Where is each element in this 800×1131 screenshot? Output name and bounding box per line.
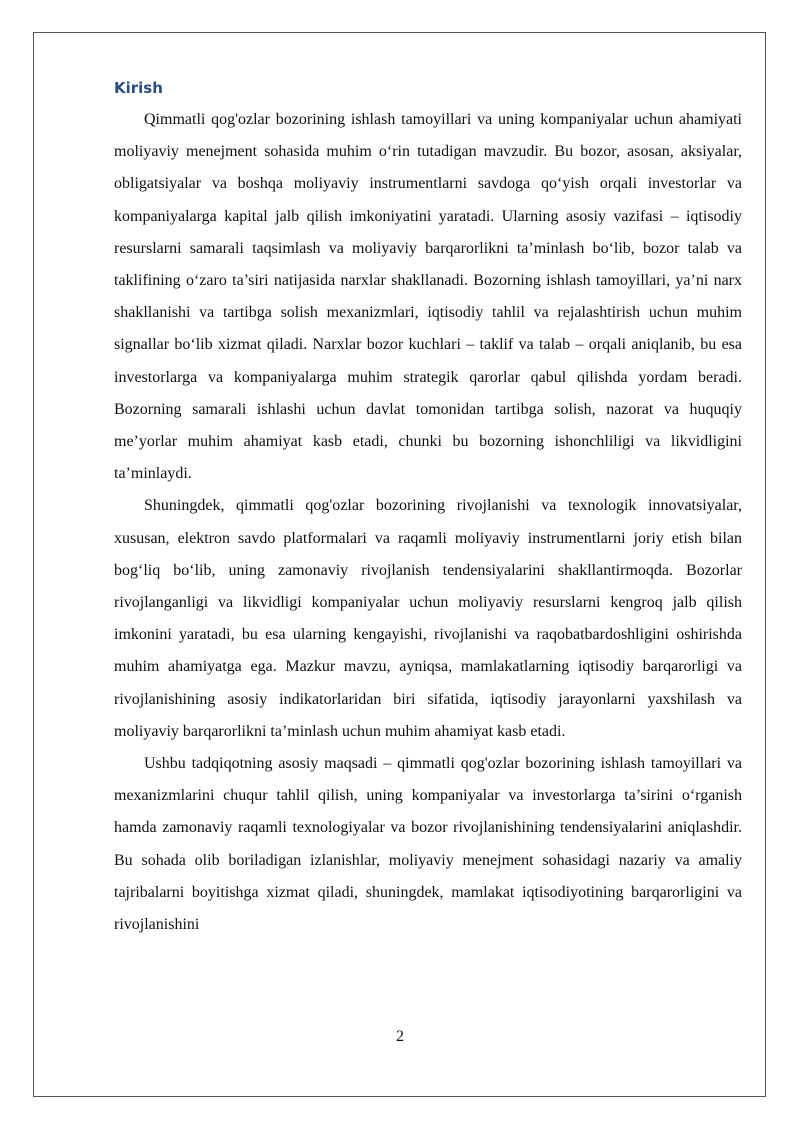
document-body bbox=[114, 72, 742, 941]
section-heading: Kirish bbox=[114, 79, 163, 97]
page-number: 2 bbox=[396, 1028, 404, 1045]
paragraph-1: Qimmatli qog'ozlar bozorining ishlash tamoyillari va uning kompaniyalar uchun ahamiyati moliyaviy menejment sohasida muhim o‘rin tutadigan mavzudir. Bu bozor, asosan, aksiyalar, obligatsiyalar va boshqa moliyaviy instrumentlarni savdoga qo‘yish orqali investorlar va kompaniyalarga kapital jalb qilish imkoniyatini yaratadi. Ularning asosiy vazifasi – iqtisodiy resurslarni samarali taqsimlash va moliyaviy barqarorlikni ta’minlash bo‘lib, bozor talab va taklifining o‘zaro ta’siri natijasida narxlar shakllanadi. Bozorning ishlash tamoyillari, ya’ni narx shakllanishi va tartibga solish mexanizmlari, iqtisodiy tahlil va rejalashtirish uchun muhim signallar bo‘lib xizmat qiladi. Narxlar bozor kuchlari – taklif va talab – orqali aniqlanib, bu esa investorlarga va kompaniyalarga muhim strategik qarorlar qabul qilishda yordam beradi. Bozorning samarali ishlashi uchun davlat tomonidan tartibga solish, nazorat va huquqiy me’yorlar muhim ahamiyat kasb etadi, chunki bu bozorning ishonchliligi va likvidligini ta’minlaydi. bbox=[114, 111, 742, 483]
paragraph-2: Shuningdek, qimmatli qog'ozlar bozorining rivojlanishi va texnologik innovatsiyalar, xususan, elektron savdo platformalari va raqamli moliyaviy instrumentlarni joriy etish bilan bog‘liq bo‘lib, uning zamonaviy rivojlanish tendensiyalarini shakllantirmoqda. Bozorlar rivojlanganligi va likvidligi kompaniyalar uchun moliyaviy resurslarni kengroq jalb qilish imkonini yaratadi, bu esa ularning kengayishi, rivojlanishi va raqobatbardoshligini oshirishda muhim ahamiyatga ega. Mazkur mavzu, ayniqsa, mamlakatlarning iqtisodiy barqarorligi va rivojlanishining asosiy indikatorlaridan biri sifatida, iqtisodiy jarayonlarni yaxshilash va moliyaviy barqarorlikni ta’minlash uchun muhim ahamiyat kasb etadi. bbox=[114, 497, 742, 740]
paragraph-3: Ushbu tadqiqotning asosiy maqsadi – qimmatli qog'ozlar bozorining ishlash tamoyillari va mexanizmlarini chuqur tahlil qilish, uning kompaniyalar va investorlarga ta’sirini o‘rganish hamda zamonaviy raqamli texnologiyalar va bozor rivojlanishining tendensiyalarini aniqlashdir. Bu sohada olib boriladigan izlanishlar, moliyaviy menejment sohasidagi nazariy va amaliy tajribalarni boyitishga xizmat qiladi, shuningdek, mamlakat iqtisodiyotining barqarorligini va rivojlanishini bbox=[114, 755, 742, 934]
